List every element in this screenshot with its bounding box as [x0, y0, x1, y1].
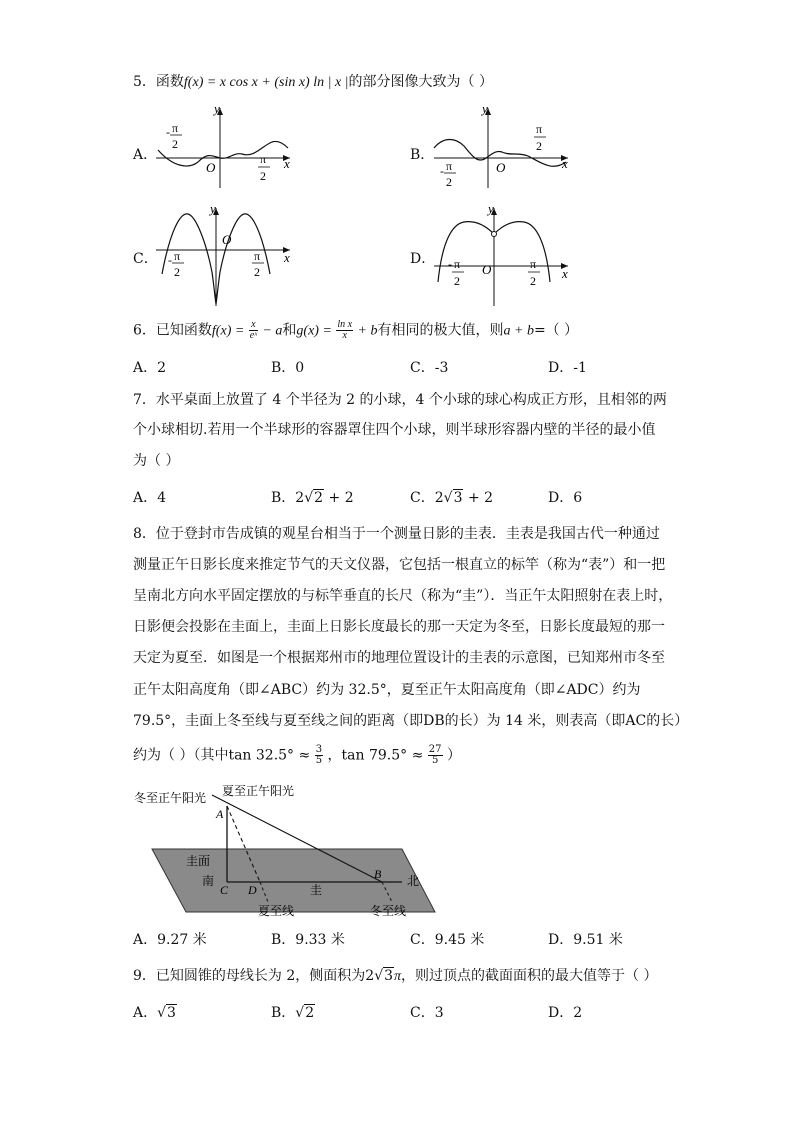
north-label: 北 — [407, 874, 420, 888]
point-b-label: B — [374, 867, 382, 881]
point-a-label: A — [216, 807, 224, 821]
summer-line-label: 夏至线 — [258, 904, 295, 918]
q5-graph-d — [428, 202, 578, 308]
q8-line-8: 约为（ ）（其中tan 32.5° ≈ $\frac{3}{5}$ ，tan 79.5° ≈ $\frac{27}{5}$ ） — [133, 744, 461, 766]
axis-x-label: x — [562, 156, 568, 171]
q6-option-c: C．-3 — [410, 360, 449, 376]
q9-option-a: A．√3 — [133, 1005, 176, 1021]
q7-option-c: C．2√3 + 2 — [410, 490, 494, 506]
q6-option-b: B．0 — [271, 360, 305, 376]
point-c-label: C — [220, 883, 229, 897]
q8-line-2: 测量正午日影长度来推定节气的天文仪器，它包括一根直立的标竿（称为“表”）和一把 — [133, 557, 666, 573]
tick-pi: π — [446, 159, 453, 173]
q8-option-c: C．9.45 米 — [410, 932, 485, 948]
axis-y-label: y — [488, 202, 494, 216]
q8-option-d: D．9.51 米 — [548, 932, 623, 948]
south-label: 南 — [202, 874, 215, 888]
q7-line-2: 个小球相切.若用一个半球形的容器罩住四个小球，则半球形容器内壁的半径的最小值 — [133, 422, 656, 438]
q5-option-a-label: A． — [133, 147, 158, 163]
tick-pi: π — [174, 249, 181, 263]
q8-gui-biao-figure — [130, 782, 450, 922]
tick-minus: - — [448, 257, 452, 271]
q5-graph-a — [150, 100, 300, 190]
winter-line-label: 冬至线 — [370, 904, 407, 918]
q5-graph-c — [150, 202, 300, 308]
tick-two: 2 — [536, 139, 542, 153]
tick-pi: π — [530, 257, 537, 271]
summer-sun-label: 夏至正午阳光 — [222, 784, 295, 798]
q8-line-7: 79.5°，圭面上冬至线与夏至线之间的距离（即DB的长）为 14 米，则表高（即AC的长） — [133, 713, 689, 729]
origin-label: O — [222, 232, 232, 247]
tick-two: 2 — [530, 274, 536, 288]
q5-stem: 5．函数f(x) = x cos x + (sin x) ln | x |的部分图像大致为（ ） — [133, 74, 493, 90]
tick-two: 2 — [174, 265, 180, 279]
q6-option-a: A．2 — [133, 360, 167, 376]
q8-line-3: 呈南北方向水平固定摆放的与标竿垂直的长尺（称为“圭”）．当正午太阳照射在表上时， — [133, 588, 673, 604]
origin-label: O — [496, 160, 506, 175]
tick-two: 2 — [446, 175, 452, 189]
q5-option-b-label: B． — [410, 147, 435, 163]
q9-option-c: C．3 — [410, 1005, 444, 1021]
axis-x-label: x — [562, 266, 568, 281]
point-d-label: D — [248, 883, 257, 897]
q9-option-d: D．2 — [548, 1005, 583, 1021]
tick-minus: - — [168, 253, 172, 267]
axis-y-label: y — [482, 101, 488, 116]
q7-line-1: 7．水平桌面上放置了 4 个半径为 2 的小球，4 个小球的球心构成正方形，且相邻的两 — [133, 392, 667, 408]
tick-minus: - — [440, 164, 444, 178]
q7-option-d: D．6 — [548, 490, 583, 506]
axis-y-label: y — [214, 101, 220, 116]
q7-option-a: A．4 — [133, 490, 167, 506]
tick-pi: π — [536, 122, 543, 136]
origin-label: O — [482, 262, 492, 277]
tick-two: 2 — [172, 137, 178, 151]
gui-label: 圭 — [310, 883, 323, 897]
q5-option-d-label: D． — [410, 251, 436, 267]
q9-stem: 9．已知圆锥的母线长为 2，侧面积为2√3π，则过顶点的截面面积的最大值等于（ ） — [133, 968, 658, 984]
q8-option-a: A．9.27 米 — [133, 932, 207, 948]
tick-pi: π — [172, 121, 179, 135]
axis-x-label: x — [284, 250, 290, 265]
q5-graph-b — [428, 100, 578, 190]
tick-two: 2 — [254, 265, 260, 279]
q8-option-b: B．9.33 米 — [271, 932, 345, 948]
q7-option-b: B．2√2 + 2 — [271, 490, 354, 506]
origin-label: O — [206, 160, 216, 175]
tick-pi: π — [454, 257, 461, 271]
tick-pi: π — [260, 152, 267, 166]
tick-two: 2 — [260, 169, 266, 183]
axis-x-label: x — [284, 156, 290, 171]
q6-option-d: D．-1 — [548, 360, 587, 376]
q8-line-5: 天定为夏至．如图是一个根据郑州市的地理位置设计的圭表的示意图，已知郑州市冬至 — [133, 650, 665, 666]
axis-y-label: y — [210, 202, 216, 216]
q8-line-4: 日影便会投影在圭面上，圭面上日影长度最长的那一天定为冬至，日影长度最短的那一 — [133, 619, 665, 635]
winter-sun-label: 冬至正午阳光 — [134, 791, 207, 805]
tick-minus: - — [166, 125, 170, 139]
tick-two: 2 — [454, 274, 460, 288]
q8-line-1: 8．位于登封市告成镇的观星台相当于一个测量日影的圭表．圭表是我国古代一种通过 — [133, 526, 660, 542]
q7-line-3: 为（ ） — [133, 453, 180, 469]
q5-option-c-label: C． — [133, 251, 158, 267]
q9-option-b: B．√2 — [271, 1005, 315, 1021]
gui-mian-label: 圭面 — [186, 854, 211, 868]
q6-stem: 6．已知函数f(x) = $\frac{x}{\text{eˣ}}$ − a和g(x) = $\frac{\text{ln x}}{x}$ + b有相同的极大值，则a + b=（ ） — [133, 319, 579, 341]
q8-line-6: 正午太阳高度角（即∠ABC）约为 32.5°，夏至正午太阳高度角（即∠ADC）约为 — [133, 682, 641, 698]
tick-pi: π — [254, 249, 261, 263]
